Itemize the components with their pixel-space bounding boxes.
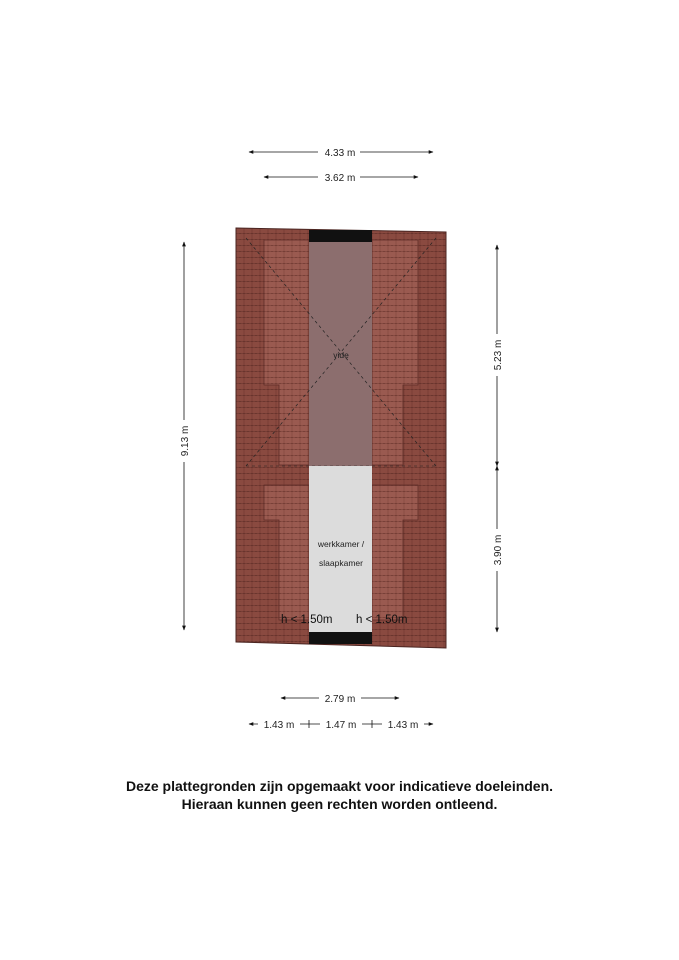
- dimension-label: 3.62 m: [324, 173, 356, 184]
- dimension-label: 1.43 m: [387, 720, 419, 731]
- dimension-top-overall: [249, 145, 433, 159]
- dimension-left-total: [177, 242, 191, 630]
- dimension-label: 9.13 m: [180, 425, 191, 457]
- dimension-bottom-inner: [281, 691, 399, 705]
- dimension-right-upper: [490, 245, 504, 466]
- dimension-label: 5.23 m: [493, 339, 504, 371]
- wall-bottom: [309, 632, 372, 644]
- vide-label: vide: [333, 350, 349, 360]
- dimension-label: 3.90 m: [493, 534, 504, 566]
- office-room: [309, 466, 372, 632]
- disclaimer-line-1: Deze plattegronden zijn opgemaakt voor indicatieve doeleinden.: [125, 778, 554, 794]
- wall-top: [309, 230, 372, 242]
- dimension-label: 1.43 m: [263, 720, 295, 731]
- dimension-right-lower: [490, 466, 504, 632]
- disclaimer-line-2: Hieraan kunnen geen rechten worden ontleend.: [181, 796, 498, 812]
- height-note-left: h < 1.50m: [281, 614, 333, 626]
- height-note-right: h < 1.50m: [356, 614, 408, 626]
- office-label-line1: werkkamer /: [317, 539, 365, 549]
- dimension-top-inner: [264, 170, 418, 184]
- dimension-label: 2.79 m: [324, 694, 356, 705]
- dimension-label: 4.33 m: [324, 148, 356, 159]
- dimension-bottom-segments: [249, 717, 433, 731]
- office-label-line2: slaapkamer: [319, 558, 363, 568]
- dimension-label: 1.47 m: [325, 720, 357, 731]
